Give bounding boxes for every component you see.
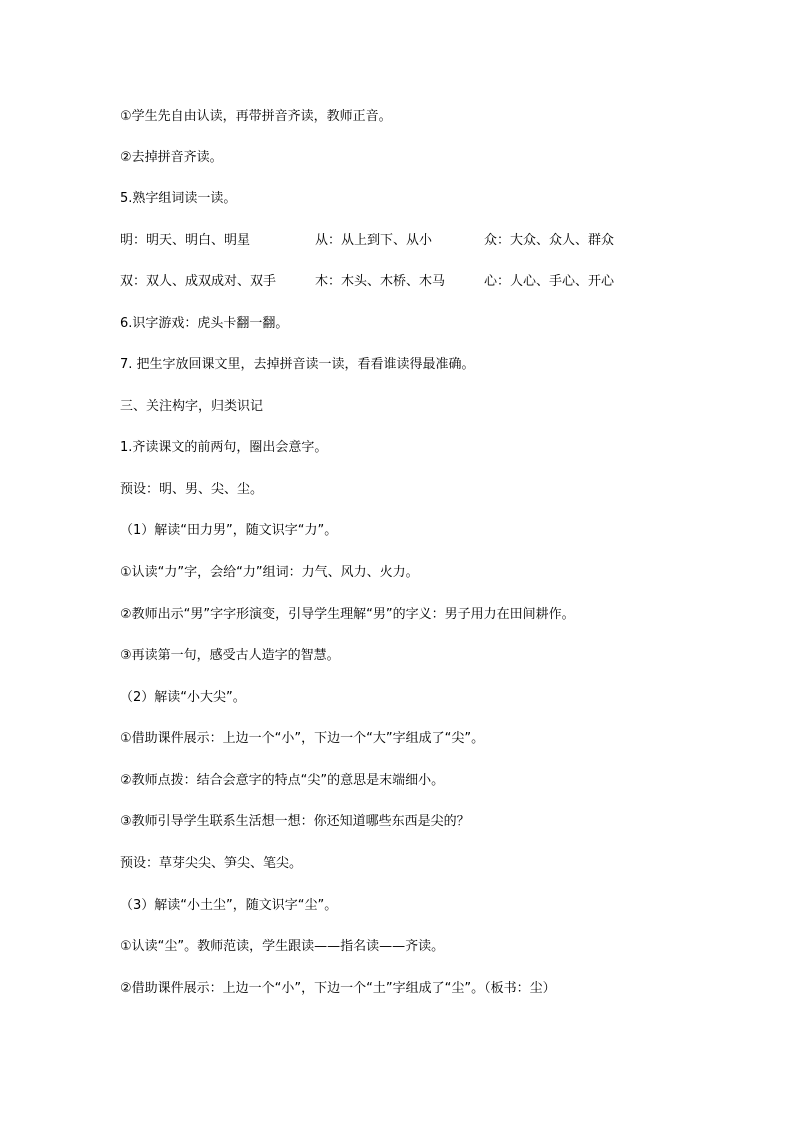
word-entry-xin: 心：人心、手心、开心 xyxy=(484,274,615,289)
section-7-heading: 7. 把生字放回课文里，去掉拼音读一读，看看谁读得最准确。 xyxy=(120,357,475,372)
preset-answer: 预设：草芽尖尖、笋尖、笔尖。 xyxy=(120,856,303,871)
word-table-row xyxy=(120,273,640,291)
sub-2-step-2: ②教师点拨：结合会意字的特点“尖”的意思是末端细小。 xyxy=(120,773,445,788)
word-entry-ming: 明：明天、明白、明星 xyxy=(120,233,251,248)
sub-3-heading: （3）解读“小土尘”，随文识字“尘”。 xyxy=(120,898,338,913)
word-entry-mu: 木：木头、木桥、木马 xyxy=(315,274,446,289)
sub-1-step-1: ①认读“力”字，会给“力”组词：力气、风力、火力。 xyxy=(120,565,419,580)
step-free-reading: ①学生先自由认读，再带拼音齐读，教师正音。 xyxy=(120,109,392,124)
sub-1-step-3: ③再读第一句，感受古人造字的智慧。 xyxy=(120,648,340,663)
word-entry-zhong: 众：大众、众人、群众 xyxy=(484,233,615,248)
sub-2-step-3: ③教师引导学生联系生活想一想：你还知道哪些东西是尖的？ xyxy=(120,814,470,829)
section-5-heading: 5.熟字组词读一读。 xyxy=(120,191,237,206)
item-1-heading: 1.齐读课文的前两句，圈出会意字。 xyxy=(120,440,328,455)
sub-2-step-1: ①借助课件展示：上边一个“小”，下边一个“大”字组成了“尖”。 xyxy=(120,731,485,746)
word-entry-shuang: 双：双人、成双成对、双手 xyxy=(120,274,277,289)
sub-3-step-2: ②借助课件展示：上边一个“小”，下边一个“土”字组成了“尘”。（板书：尘） xyxy=(120,981,556,996)
part-3-heading: 三、关注构字，归类识记 xyxy=(120,399,264,414)
section-6-heading: 6.识字游戏：虎头卡翻一翻。 xyxy=(120,316,289,331)
word-table-row xyxy=(120,232,640,250)
sub-1-heading: （1）解读“田力男”，随文识字“力”。 xyxy=(120,523,338,538)
preset-answer: 预设：明、男、尖、尘。 xyxy=(120,482,264,497)
sub-3-step-1: ①认读“尘”。教师范读，学生跟读——指名读——齐读。 xyxy=(120,939,445,954)
sub-1-step-2: ②教师出示“男”字字形演变，引导学生理解“男”的字义：男子用力在田间耕作。 xyxy=(120,607,575,622)
step-remove-pinyin: ②去掉拼音齐读。 xyxy=(120,150,223,165)
word-entry-cong: 从：从上到下、从小 xyxy=(315,233,433,248)
sub-2-heading: （2）解读“小大尖”。 xyxy=(120,690,246,705)
